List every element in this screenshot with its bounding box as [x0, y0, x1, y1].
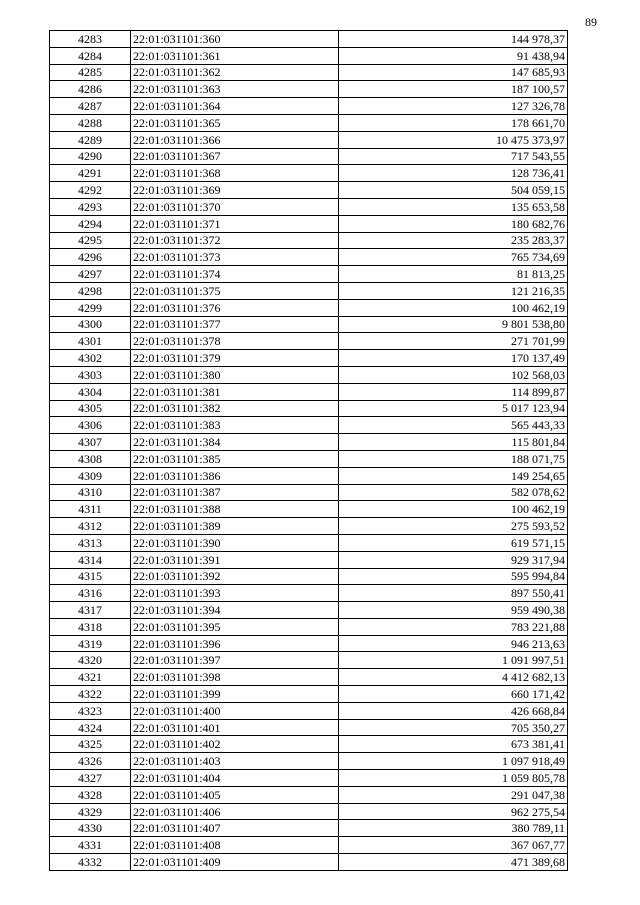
- cadastral-number-cell: 22:01:031101:392: [131, 568, 339, 585]
- cadastral-number-cell: 22:01:031101:403: [131, 753, 339, 770]
- cadastral-value-cell: 115 801,84: [339, 434, 568, 451]
- row-number-cell: 4315: [50, 568, 131, 585]
- cadastral-value-cell: 100 462,19: [339, 299, 568, 316]
- table-row: [50, 837, 568, 854]
- row-number-cell: 4299: [50, 299, 131, 316]
- cadastral-value-cell: 9 801 538,80: [339, 316, 568, 333]
- cadastral-value-cell: 717 543,55: [339, 148, 568, 165]
- row-number-cell: 4289: [50, 131, 131, 148]
- table-row: [50, 148, 568, 165]
- table-row: [50, 198, 568, 215]
- table-row: [50, 114, 568, 131]
- row-number-cell: 4327: [50, 770, 131, 787]
- cadastral-number-cell: 22:01:031101:402: [131, 736, 339, 753]
- cadastral-number-cell: 22:01:031101:383: [131, 417, 339, 434]
- cadastral-value-cell: 187 100,57: [339, 81, 568, 98]
- table-row: [50, 131, 568, 148]
- cadastral-value-cell: 673 381,41: [339, 736, 568, 753]
- table-row: [50, 182, 568, 199]
- cadastral-value-cell: 765 734,69: [339, 249, 568, 266]
- table-row: [50, 450, 568, 467]
- cadastral-number-cell: 22:01:031101:365: [131, 114, 339, 131]
- cadastral-number-cell: 22:01:031101:398: [131, 669, 339, 686]
- row-number-cell: 4296: [50, 249, 131, 266]
- cadastral-number-cell: 22:01:031101:385: [131, 450, 339, 467]
- row-number-cell: 4301: [50, 333, 131, 350]
- row-number-cell: 4283: [50, 31, 131, 48]
- cadastral-value-cell: 565 443,33: [339, 417, 568, 434]
- table-row: [50, 518, 568, 535]
- cadastral-value-cell: 127 326,78: [339, 98, 568, 115]
- cadastral-value-cell: 121 216,35: [339, 282, 568, 299]
- cadastral-number-cell: 22:01:031101:368: [131, 165, 339, 182]
- table-row: [50, 467, 568, 484]
- row-number-cell: 4318: [50, 618, 131, 635]
- cadastral-number-cell: 22:01:031101:404: [131, 770, 339, 787]
- table-row: [50, 47, 568, 64]
- cadastral-number-cell: 22:01:031101:367: [131, 148, 339, 165]
- cadastral-number-cell: 22:01:031101:381: [131, 383, 339, 400]
- cadastral-number-cell: 22:01:031101:387: [131, 484, 339, 501]
- cadastral-number-cell: 22:01:031101:373: [131, 249, 339, 266]
- cadastral-value-cell: 595 994,84: [339, 568, 568, 585]
- cadastral-value-table: [49, 30, 568, 871]
- table-row: [50, 736, 568, 753]
- row-number-cell: 4306: [50, 417, 131, 434]
- cadastral-value-cell: 144 978,37: [339, 31, 568, 48]
- row-number-cell: 4310: [50, 484, 131, 501]
- row-number-cell: 4320: [50, 652, 131, 669]
- row-number-cell: 4285: [50, 64, 131, 81]
- row-number-cell: 4284: [50, 47, 131, 64]
- cadastral-value-cell: 660 171,42: [339, 686, 568, 703]
- cadastral-value-cell: 582 078,62: [339, 484, 568, 501]
- cadastral-number-cell: 22:01:031101:396: [131, 635, 339, 652]
- cadastral-value-cell: 426 668,84: [339, 702, 568, 719]
- table-row: [50, 249, 568, 266]
- table-row: [50, 551, 568, 568]
- cadastral-number-cell: 22:01:031101:395: [131, 618, 339, 635]
- table-row: [50, 383, 568, 400]
- cadastral-value-cell: 471 389,68: [339, 854, 568, 871]
- table-row: [50, 299, 568, 316]
- row-number-cell: 4304: [50, 383, 131, 400]
- cadastral-value-cell: 1 059 805,78: [339, 770, 568, 787]
- cadastral-value-cell: 783 221,88: [339, 618, 568, 635]
- cadastral-number-cell: 22:01:031101:388: [131, 501, 339, 518]
- cadastral-value-cell: 235 283,37: [339, 232, 568, 249]
- table-row: [50, 316, 568, 333]
- cadastral-number-cell: 22:01:031101:391: [131, 551, 339, 568]
- row-number-cell: 4324: [50, 719, 131, 736]
- cadastral-value-cell: 170 137,49: [339, 350, 568, 367]
- row-number-cell: 4321: [50, 669, 131, 686]
- table-row: [50, 366, 568, 383]
- cadastral-value-cell: 1 091 997,51: [339, 652, 568, 669]
- cadastral-value-cell: 188 071,75: [339, 450, 568, 467]
- cadastral-number-cell: 22:01:031101:361: [131, 47, 339, 64]
- row-number-cell: 4290: [50, 148, 131, 165]
- cadastral-number-cell: 22:01:031101:409: [131, 854, 339, 871]
- cadastral-value-cell: 100 462,19: [339, 501, 568, 518]
- row-number-cell: 4323: [50, 702, 131, 719]
- cadastral-number-cell: 22:01:031101:371: [131, 215, 339, 232]
- cadastral-number-cell: 22:01:031101:384: [131, 434, 339, 451]
- cadastral-number-cell: 22:01:031101:394: [131, 602, 339, 619]
- cadastral-value-cell: 180 682,76: [339, 215, 568, 232]
- row-number-cell: 4329: [50, 803, 131, 820]
- table-row: [50, 602, 568, 619]
- cadastral-value-cell: 962 275,54: [339, 803, 568, 820]
- row-number-cell: 4311: [50, 501, 131, 518]
- cadastral-value-cell: 946 213,63: [339, 635, 568, 652]
- cadastral-number-cell: 22:01:031101:375: [131, 282, 339, 299]
- row-number-cell: 4286: [50, 81, 131, 98]
- table-row: [50, 618, 568, 635]
- row-number-cell: 4331: [50, 837, 131, 854]
- cadastral-number-cell: 22:01:031101:407: [131, 820, 339, 837]
- row-number-cell: 4328: [50, 786, 131, 803]
- cadastral-number-cell: 22:01:031101:397: [131, 652, 339, 669]
- cadastral-value-cell: 128 736,41: [339, 165, 568, 182]
- cadastral-value-cell: 114 899,87: [339, 383, 568, 400]
- cadastral-value-cell: 367 067,77: [339, 837, 568, 854]
- table-row: [50, 81, 568, 98]
- cadastral-number-cell: 22:01:031101:405: [131, 786, 339, 803]
- cadastral-value-cell: 275 593,52: [339, 518, 568, 535]
- cadastral-value-cell: 10 475 373,97: [339, 131, 568, 148]
- table-row: [50, 165, 568, 182]
- cadastral-number-cell: 22:01:031101:360: [131, 31, 339, 48]
- table-row: [50, 770, 568, 787]
- row-number-cell: 4302: [50, 350, 131, 367]
- cadastral-number-cell: 22:01:031101:374: [131, 266, 339, 283]
- row-number-cell: 4288: [50, 114, 131, 131]
- table-row: [50, 215, 568, 232]
- cadastral-value-cell: 81 813,25: [339, 266, 568, 283]
- table-row: [50, 803, 568, 820]
- table-row: [50, 282, 568, 299]
- cadastral-value-cell: 504 059,15: [339, 182, 568, 199]
- table-row: [50, 266, 568, 283]
- cadastral-value-cell: 380 789,11: [339, 820, 568, 837]
- cadastral-number-cell: 22:01:031101:379: [131, 350, 339, 367]
- row-number-cell: 4287: [50, 98, 131, 115]
- table-row: [50, 669, 568, 686]
- table-row: [50, 652, 568, 669]
- cadastral-number-cell: 22:01:031101:400: [131, 702, 339, 719]
- row-number-cell: 4293: [50, 198, 131, 215]
- table-row: [50, 501, 568, 518]
- cadastral-number-cell: 22:01:031101:390: [131, 534, 339, 551]
- cadastral-value-cell: 178 661,70: [339, 114, 568, 131]
- table-row: [50, 786, 568, 803]
- cadastral-number-cell: 22:01:031101:364: [131, 98, 339, 115]
- table-row: [50, 702, 568, 719]
- cadastral-value-cell: 1 097 918,49: [339, 753, 568, 770]
- cadastral-number-cell: 22:01:031101:363: [131, 81, 339, 98]
- table-row: [50, 333, 568, 350]
- row-number-cell: 4305: [50, 400, 131, 417]
- row-number-cell: 4325: [50, 736, 131, 753]
- row-number-cell: 4308: [50, 450, 131, 467]
- cadastral-value-cell: 147 685,93: [339, 64, 568, 81]
- row-number-cell: 4319: [50, 635, 131, 652]
- row-number-cell: 4294: [50, 215, 131, 232]
- row-number-cell: 4300: [50, 316, 131, 333]
- cadastral-number-cell: 22:01:031101:366: [131, 131, 339, 148]
- table-row: [50, 568, 568, 585]
- cadastral-number-cell: 22:01:031101:406: [131, 803, 339, 820]
- table-row: [50, 434, 568, 451]
- table-row: [50, 98, 568, 115]
- cadastral-value-cell: 135 653,58: [339, 198, 568, 215]
- table-row: [50, 350, 568, 367]
- cadastral-value-cell: 149 254,65: [339, 467, 568, 484]
- table-row: [50, 719, 568, 736]
- cadastral-number-cell: 22:01:031101:399: [131, 686, 339, 703]
- cadastral-number-cell: 22:01:031101:362: [131, 64, 339, 81]
- row-number-cell: 4326: [50, 753, 131, 770]
- cadastral-value-cell: 271 701,99: [339, 333, 568, 350]
- table-row: [50, 753, 568, 770]
- cadastral-number-cell: 22:01:031101:389: [131, 518, 339, 535]
- row-number-cell: 4312: [50, 518, 131, 535]
- table-row: [50, 417, 568, 434]
- cadastral-number-cell: 22:01:031101:382: [131, 400, 339, 417]
- table-row: [50, 585, 568, 602]
- cadastral-number-cell: 22:01:031101:408: [131, 837, 339, 854]
- cadastral-number-cell: 22:01:031101:377: [131, 316, 339, 333]
- cadastral-value-cell: 4 412 682,13: [339, 669, 568, 686]
- cadastral-number-cell: 22:01:031101:401: [131, 719, 339, 736]
- row-number-cell: 4297: [50, 266, 131, 283]
- row-number-cell: 4303: [50, 366, 131, 383]
- table-row: [50, 534, 568, 551]
- row-number-cell: 4316: [50, 585, 131, 602]
- cadastral-value-cell: 929 317,94: [339, 551, 568, 568]
- cadastral-value-cell: 102 568,03: [339, 366, 568, 383]
- cadastral-number-cell: 22:01:031101:380: [131, 366, 339, 383]
- row-number-cell: 4332: [50, 854, 131, 871]
- table-row: [50, 400, 568, 417]
- table-row: [50, 64, 568, 81]
- cadastral-number-cell: 22:01:031101:370: [131, 198, 339, 215]
- page-number: 89: [585, 15, 597, 29]
- table-row: [50, 854, 568, 871]
- row-number-cell: 4298: [50, 282, 131, 299]
- cadastral-value-cell: 619 571,15: [339, 534, 568, 551]
- cadastral-value-cell: 5 017 123,94: [339, 400, 568, 417]
- cadastral-number-cell: 22:01:031101:378: [131, 333, 339, 350]
- cadastral-number-cell: 22:01:031101:372: [131, 232, 339, 249]
- cadastral-value-cell: 897 550,41: [339, 585, 568, 602]
- row-number-cell: 4291: [50, 165, 131, 182]
- cadastral-value-cell: 91 438,94: [339, 47, 568, 64]
- table-row: [50, 635, 568, 652]
- cadastral-number-cell: 22:01:031101:369: [131, 182, 339, 199]
- table-row: [50, 232, 568, 249]
- table-body: [50, 31, 568, 871]
- row-number-cell: 4313: [50, 534, 131, 551]
- row-number-cell: 4307: [50, 434, 131, 451]
- table-row: [50, 686, 568, 703]
- row-number-cell: 4330: [50, 820, 131, 837]
- row-number-cell: 4309: [50, 467, 131, 484]
- cadastral-value-cell: 705 350,27: [339, 719, 568, 736]
- cadastral-number-cell: 22:01:031101:386: [131, 467, 339, 484]
- table-row: [50, 31, 568, 48]
- row-number-cell: 4322: [50, 686, 131, 703]
- cadastral-value-cell: 291 047,38: [339, 786, 568, 803]
- row-number-cell: 4292: [50, 182, 131, 199]
- table-row: [50, 484, 568, 501]
- cadastral-number-cell: 22:01:031101:376: [131, 299, 339, 316]
- cadastral-value-cell: 959 490,38: [339, 602, 568, 619]
- row-number-cell: 4317: [50, 602, 131, 619]
- row-number-cell: 4295: [50, 232, 131, 249]
- table-row: [50, 820, 568, 837]
- cadastral-number-cell: 22:01:031101:393: [131, 585, 339, 602]
- row-number-cell: 4314: [50, 551, 131, 568]
